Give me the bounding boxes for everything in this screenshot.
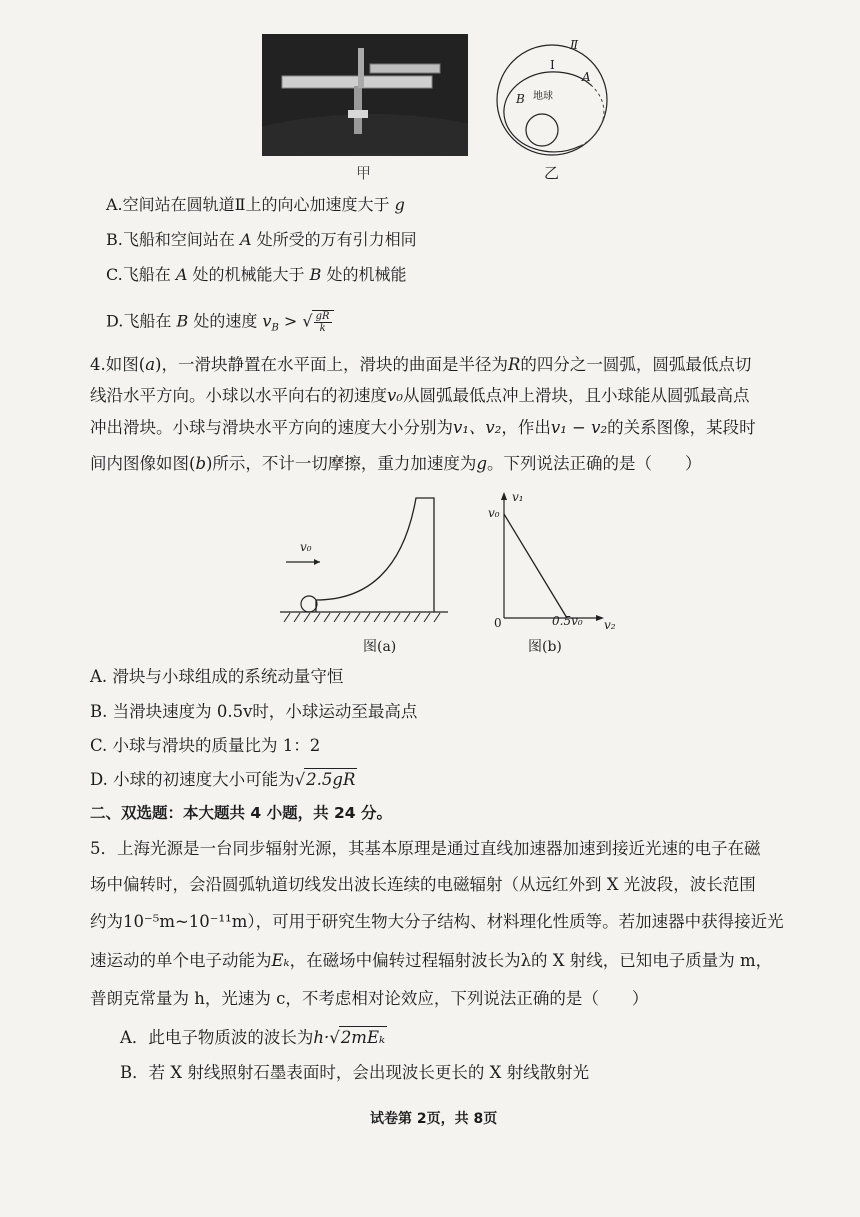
q5-option-a: A．此电子物质波的波长为h·√2mEₖ bbox=[120, 1028, 386, 1047]
sqrt-fraction: $\frac{gR}{k}$ bbox=[312, 310, 334, 334]
q3-option-c: C.飞船在 A 处的机械能大于 B 处的机械能 bbox=[106, 265, 407, 284]
fig-b-y-label: v₁ bbox=[512, 490, 524, 504]
photo-caption: 甲 bbox=[356, 164, 372, 182]
point-b-label: B bbox=[516, 92, 525, 106]
q4-line-1: 4.如图(a)，一滑块静置在水平面上，滑块的曲面是半径为R的四分之一圆弧，圆弧最低点切 bbox=[90, 355, 752, 374]
fig-b-origin: 0 bbox=[494, 616, 502, 630]
q3-option-a: A.空间站在圆轨道Ⅱ上的向心加速度大于 g bbox=[106, 195, 405, 214]
q5-line-2: 场中偏转时，会沿圆弧轨道切线发出波长连续的电磁辐射（从远红外到 X 光波段，波长范围 bbox=[90, 875, 756, 894]
page-footer: 试卷第 2页，共 8页 bbox=[370, 1111, 498, 1127]
q4-line-3: 冲出滑块。小球与滑块水平方向的速度大小分别为v₁、v₂，作出v₁ − v₂的关系图像，某段时 bbox=[90, 418, 756, 437]
q3-option-b: B.飞船和空间站在 A 处所受的万有引力相同 bbox=[106, 230, 417, 249]
q4-option-a: A. 滑块与小球组成的系统动量守恒 bbox=[90, 667, 344, 686]
sqrt-sign: √ bbox=[329, 1028, 340, 1047]
q5-line-3: 约为10⁻⁵m~10⁻¹¹m），可用于研究生物大分子结构、材料理化性质等。若加速器中获得接近光 bbox=[90, 912, 784, 931]
q5-line-4: 速运动的单个电子动能为Eₖ，在磁场中偏转过程辐射波长为λ的 X 射线，已知电子质量为 m， bbox=[90, 951, 773, 970]
section-2-heading: 二、双选题：本大题共 4 小题，共 24 分。 bbox=[90, 804, 392, 822]
point-a-label: A bbox=[582, 70, 591, 84]
q4-line-2: 线沿水平方向。小球以水平向右的初速度v₀从圆弧最低点冲上滑块，且小球能从圆弧最高点 bbox=[90, 386, 750, 405]
fig-b-v0-label: v₀ bbox=[488, 506, 500, 520]
v0-arrowhead bbox=[314, 559, 320, 565]
fig-b-caption: 图(b) bbox=[528, 639, 562, 655]
earth-circle bbox=[526, 114, 558, 146]
q4-option-d: D. 小球的初速度大小可能为√2.5gR bbox=[90, 770, 356, 789]
figure-b bbox=[484, 490, 624, 630]
fig-b-x-label: v₂ bbox=[604, 618, 616, 632]
orbit-label-i: Ⅰ bbox=[550, 58, 555, 72]
orbit-i bbox=[504, 72, 592, 152]
fig-b-xtick: 0.5v₀ bbox=[552, 614, 583, 628]
fig-a-caption: 图(a) bbox=[363, 639, 397, 655]
x-axis-arrow bbox=[596, 615, 604, 621]
orbit-label-ii: Ⅱ bbox=[570, 38, 579, 52]
q4-option-c: C. 小球与滑块的质量比为 1：2 bbox=[90, 736, 321, 755]
q4-line-4: 间内图像如图(b)所示，不计一切摩擦，重力加速度为g。下列说法正确的是（ ） bbox=[90, 454, 702, 473]
orbit-diagram bbox=[490, 34, 630, 164]
slider-block bbox=[316, 498, 434, 612]
orbit-caption: 乙 bbox=[544, 164, 560, 182]
y-axis-arrow bbox=[501, 492, 507, 500]
v1-v2-line bbox=[504, 514, 567, 618]
q3-option-d: D.飞船在 B 处的速度 $v_B$ > √ $\frac{gR}{k}$ bbox=[106, 310, 334, 340]
space-station-photo bbox=[262, 34, 468, 156]
q5-option-b: B．若 X 射线照射石墨表面时，会出现波长更长的 X 射线散射光 bbox=[120, 1063, 590, 1082]
sqrt-sign: √ bbox=[302, 311, 313, 331]
q4-option-b: B. 当滑块速度为 0.5v时，小球运动至最高点 bbox=[90, 702, 418, 721]
sqrt-sign: √ bbox=[294, 770, 306, 789]
fig-a-v0-label: v₀ bbox=[300, 540, 312, 554]
space-station-illustration bbox=[262, 34, 468, 156]
q5-line-5: 普朗克常量为 h，光速为 c，不考虑相对论效应，下列说法正确的是（ ） bbox=[90, 989, 649, 1008]
q5-line-1: 5．上海光源是一台同步辐射光源，其基本原理是通过直线加速器加速到接近光速的电子在磁 bbox=[90, 839, 761, 858]
ball bbox=[301, 596, 317, 612]
earth-label: 地球 bbox=[533, 91, 553, 102]
figure-a bbox=[278, 492, 450, 627]
ground-hatching bbox=[284, 613, 440, 622]
